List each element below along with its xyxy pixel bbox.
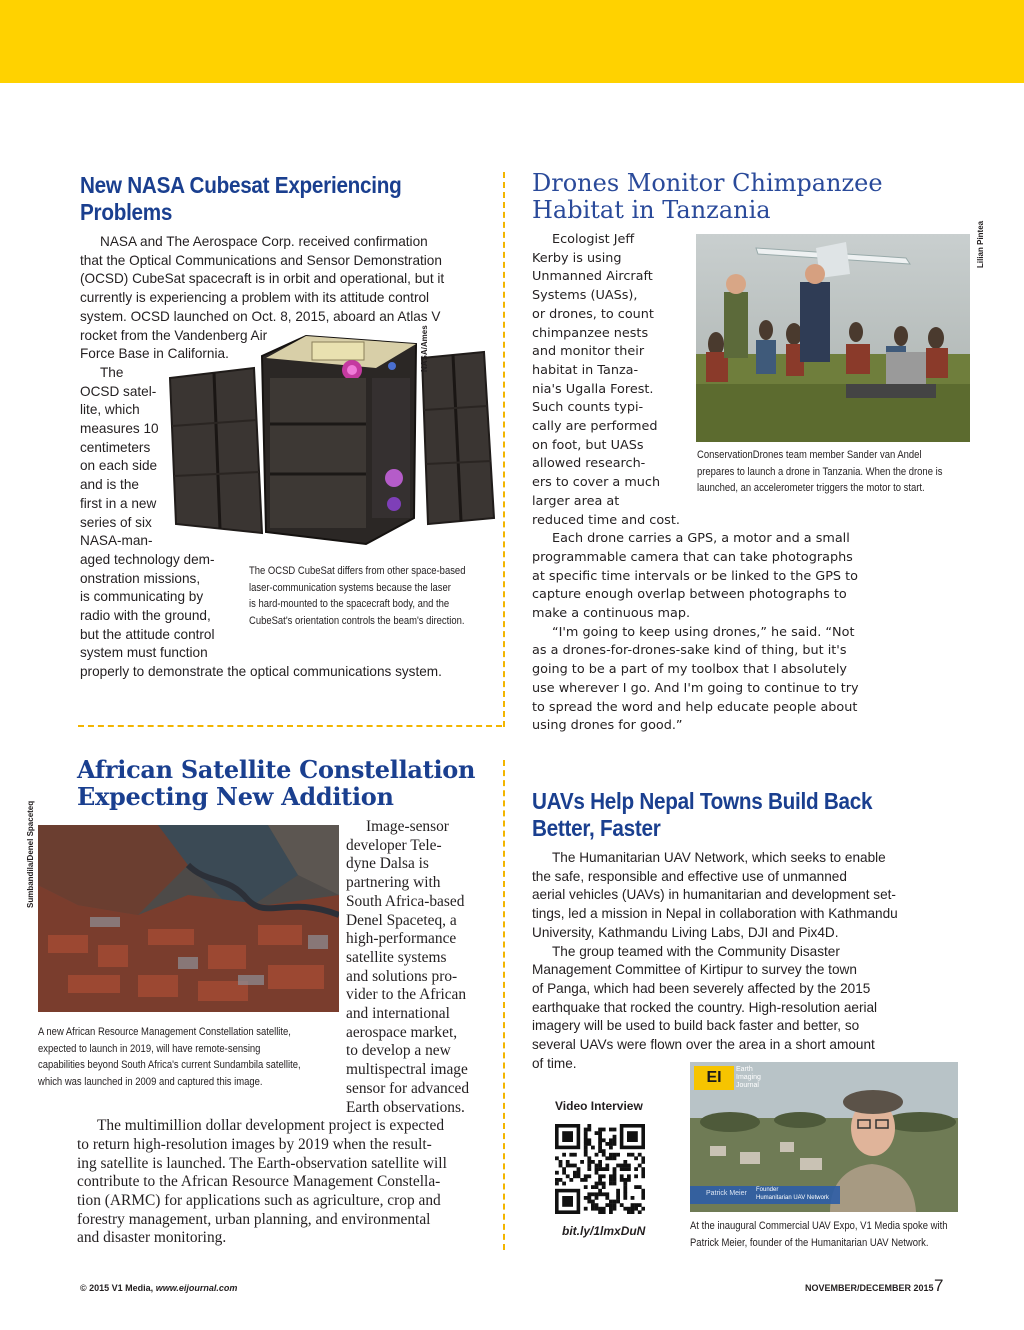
text-line: currently is experiencing a problem with its attitude control xyxy=(80,290,430,306)
text-line: onstration missions, xyxy=(80,570,201,586)
text-line: programmable camera that can take photographs xyxy=(532,549,853,565)
text-line: using drones for good.” xyxy=(532,718,683,734)
nasa-caption: The OCSD CubeSat differs from other space-based laser-communication systems because the laser is hard-mounted to the spacecraft body, and the CubeSat's orientation controls the beam's direction. xyxy=(249,565,466,627)
text-line: imagery will be used to build back faster and better, so xyxy=(532,1018,860,1034)
nasa-title: New NASA Cubesat Experiencing Problems xyxy=(80,172,402,225)
text-line: centimeters xyxy=(80,439,151,455)
text-line: capture enough overlap between photographs to xyxy=(532,587,847,603)
text-line: Systems (UASs), xyxy=(532,288,638,304)
column-divider-top xyxy=(503,172,505,727)
text-line: to spread the word and help educate people about xyxy=(532,699,858,715)
text-line: the safe, responsible and effective use of unmanned xyxy=(532,868,847,884)
text-line: several UAVs were flown over the area in a short amount xyxy=(532,1037,875,1053)
drones-image-credit: Lilian Pintea xyxy=(976,220,985,268)
text-line: (OCSD) CubeSat spacecraft is in orbit and operational, but it xyxy=(80,271,445,287)
text-line: The Humanitarian UAV Network, which seeks to enable xyxy=(552,850,886,865)
text-line: aerial vehicles (UAVs) in humanitarian and development set- xyxy=(532,887,896,903)
text-line: cally are performed xyxy=(532,419,658,435)
text-line: Kerby is using xyxy=(532,250,622,266)
text-line: make a continuous map. xyxy=(532,606,691,622)
text-line: Denel Spaceteq, a xyxy=(346,911,457,929)
video-thumbnail[interactable] xyxy=(690,1062,958,1212)
text-line: first in a new xyxy=(80,495,157,511)
text-line: Each drone carries a GPS, a motor and a small xyxy=(552,531,850,547)
ei-logo: EI xyxy=(694,1066,734,1090)
text-line: and disaster monitoring. xyxy=(77,1229,227,1247)
text-line: habitat in Tanza- xyxy=(532,362,639,378)
text-line: of time. xyxy=(532,1055,577,1071)
drones-caption: ConservationDrones team member Sander van Andel prepares to launch a drone in Tanzania. When the drone is launched, an accelerometer triggers the motor to start. xyxy=(697,449,943,494)
text-line: radio with the ground, xyxy=(80,608,211,624)
text-line: series of six xyxy=(80,514,152,530)
text-line: forestry management, urban planning, and environmental xyxy=(77,1210,431,1228)
text-line: NASA and The Aerospace Corp. received confirmation xyxy=(100,234,428,249)
text-line: Management Committee of Kirtipur to survey the town xyxy=(532,962,857,978)
text-line: multispectral image xyxy=(346,1061,468,1079)
lower-third-name: Patrick Meier xyxy=(706,1190,747,1197)
text-line: that the Optical Communications and Sensor Demonstration xyxy=(80,252,442,268)
text-line: is communicating by xyxy=(80,589,204,605)
text-line: use wherever I go. And I'm going to continue to try xyxy=(532,680,859,696)
drones-title: Drones Monitor Chimpanzee Habitat in Tanzania xyxy=(532,169,883,224)
text-line: rocket from the Vandenberg Air xyxy=(80,327,268,343)
text-line: South Africa-based xyxy=(346,892,465,910)
text-line: measures 10 xyxy=(80,421,159,437)
text-line: chimpanzee nests xyxy=(532,325,649,341)
text-line: to develop a new xyxy=(346,1042,451,1060)
footer-copyright: © 2015 V1 Media, www.eijournal.com xyxy=(80,1283,238,1293)
text-line: and is the xyxy=(80,477,139,493)
text-line: nia's Ugalla Forest. xyxy=(532,381,654,397)
text-line: at specific time intervals or be linked to the GPS to xyxy=(532,568,858,584)
text-line: reduced time and cost. xyxy=(532,512,680,528)
video-link[interactable]: bit.ly/1lmxDuN xyxy=(562,1224,646,1238)
text-line: vider to the African xyxy=(346,986,467,1004)
text-line: The multimillion dollar development project is expected xyxy=(97,1117,445,1135)
text-line: on foot, but UASs xyxy=(532,437,644,453)
column-divider-bottom xyxy=(503,760,505,1250)
text-line: ing satellite is launched. The Earth-observation satellite will xyxy=(77,1154,447,1172)
footer-issue: NOVEMBER/DECEMBER 2015 xyxy=(805,1283,934,1293)
text-line: ers to cover a much xyxy=(532,475,661,491)
text-line: Such counts typi- xyxy=(532,400,644,416)
text-line: or drones, to count xyxy=(532,306,654,322)
text-line: larger area at xyxy=(532,493,620,509)
text-line: tings, led a mission in Nepal in collaboration with Kathmandu xyxy=(532,906,898,922)
text-line: allowed research- xyxy=(532,456,646,472)
text-line: Ecologist Jeff xyxy=(552,232,635,247)
drone-launch-photo xyxy=(696,234,970,442)
text-line: lite, which xyxy=(80,402,140,418)
lower-third-role: Founder Humanitarian UAV Network xyxy=(756,1187,829,1201)
text-line: The group teamed with the Community Disaster xyxy=(552,943,840,959)
text-line: NASA-man- xyxy=(80,533,153,549)
text-line: OCSD satel- xyxy=(80,383,157,399)
text-line: satellite systems xyxy=(346,948,447,966)
text-line: dyne Dalsa is xyxy=(346,855,429,873)
nepal-title: UAVs Help Nepal Towns Build Back Better, Faster xyxy=(532,788,873,841)
text-line: Force Base in California. xyxy=(80,346,229,362)
text-line: and monitor their xyxy=(532,344,645,360)
text-line: and solutions pro- xyxy=(346,967,458,985)
nepal-body xyxy=(532,849,898,1073)
top-color-bar xyxy=(0,0,1024,83)
satellite-image xyxy=(38,825,339,1012)
text-line: aged technology dem- xyxy=(80,551,215,567)
text-line: Image-sensor xyxy=(366,818,449,835)
text-line: aerospace market, xyxy=(346,1023,458,1041)
african-title: African Satellite Constellation Expecting New Addition xyxy=(77,755,476,811)
text-line: The xyxy=(100,364,124,380)
text-line: earthquake that rocked the country. High-resolution aerial xyxy=(532,999,878,1015)
african-image-credit: Sumbandila/Denel Spaceteq xyxy=(26,800,35,908)
text-line: Earth observations. xyxy=(346,1098,465,1116)
text-line: system must function xyxy=(80,645,208,661)
text-line: properly to demonstrate the optical communications system. xyxy=(80,664,442,680)
video-interview-label: Video Interview xyxy=(555,1099,643,1113)
text-line: and international xyxy=(346,1005,450,1023)
text-line: Unmanned Aircraft xyxy=(532,269,653,285)
text-line: of Panga, which had been severely affected by the 2015 xyxy=(532,980,871,996)
page-number: 7 xyxy=(934,1276,944,1295)
text-line: “I'm going to keep using drones,” he said. “Not xyxy=(552,624,855,640)
text-line: contribute to the African Resource Management Constella- xyxy=(77,1173,441,1191)
text-line: tion (ARMC) for applications such as agriculture, crop and xyxy=(77,1192,441,1210)
text-line: but the attitude control xyxy=(80,626,215,642)
text-line: as a drones-for-drones-sake kind of thing, but it's xyxy=(532,643,847,659)
footer-url[interactable]: www.eijournal.com xyxy=(155,1283,238,1293)
nasa-image-credit: NASA/Ames xyxy=(420,325,429,372)
text-line: high-performance xyxy=(346,930,457,948)
nepal-caption: At the inaugural Commercial UAV Expo, V1 Media spoke with Patrick Meier, founder of the Humanitarian UAV Network. xyxy=(690,1220,948,1249)
text-line: developer Tele- xyxy=(346,836,442,854)
african-caption: A new African Resource Management Constellation satellite, expected to launch in 2019, will have remote-sensing capabilities beyond South Africa's current Sundambila satellite, which was launched in 2009 and captured this image. xyxy=(38,1026,301,1088)
text-line: on each side xyxy=(80,458,158,474)
section-divider xyxy=(78,725,502,727)
text-line: sensor for advanced xyxy=(346,1079,470,1097)
text-line: system. OCSD launched on Oct. 8, 2015, aboard an Atlas V xyxy=(80,308,441,324)
text-line: University, Kathmandu Living Labs, DJI and Pix4D. xyxy=(532,924,839,940)
text-line: going to be a part of my toolbox that I absolutely xyxy=(532,662,847,678)
text-line: to return high-resolution images by 2019 when the result- xyxy=(77,1135,432,1153)
text-line: partnering with xyxy=(346,874,441,892)
cubesat-image xyxy=(166,328,501,560)
qr-code[interactable] xyxy=(555,1124,645,1214)
ei-logo-text: Earth Imaging Journal xyxy=(736,1066,761,1089)
